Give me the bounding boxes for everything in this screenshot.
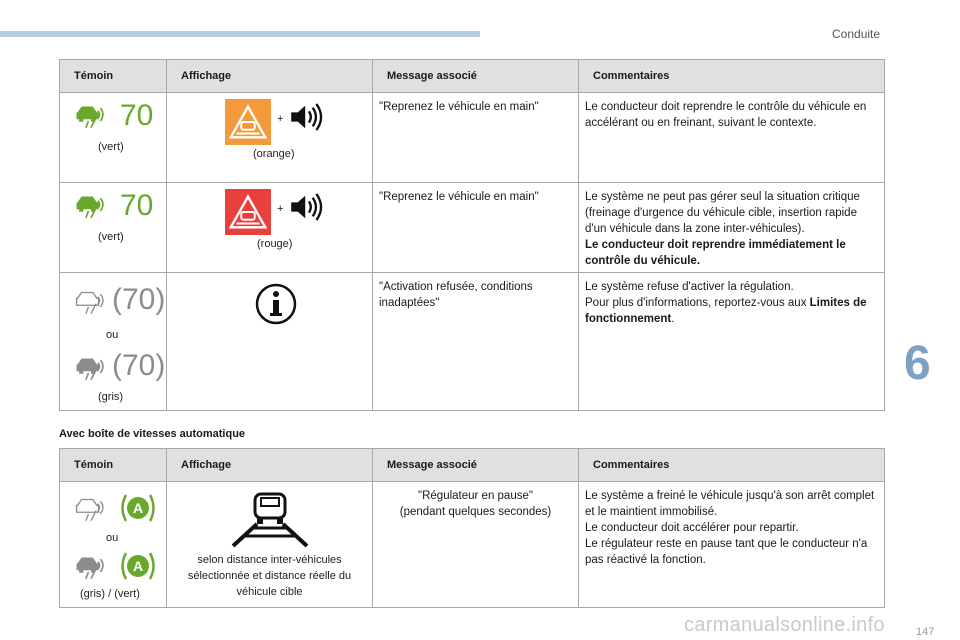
chapter-number: 6 xyxy=(904,337,931,390)
comment-cell xyxy=(579,183,885,273)
plus-sign: + xyxy=(277,113,284,125)
header-temoin: Témoin xyxy=(60,449,167,482)
automatic-gearbox-table xyxy=(59,448,885,608)
display-label: selon distance inter-véhicules sélectionnée et distance réelle du véhicule cible xyxy=(187,554,352,598)
comment-text: Le système refuse d'activer la régulation. xyxy=(585,281,794,293)
speed-value: 70 xyxy=(120,99,154,132)
subsection-title: Avec boîte de vitesses automatique xyxy=(59,428,246,440)
plus-sign: + xyxy=(277,203,284,215)
witness-cell xyxy=(60,183,167,273)
header-message: Message associé xyxy=(373,449,579,482)
witness-cell xyxy=(60,273,167,411)
witness-cell xyxy=(60,482,167,608)
color-label: (gris) / (vert) xyxy=(80,588,140,600)
message-text: "Reprenez le véhicule en main" xyxy=(379,101,539,113)
warning-panel-icon xyxy=(225,189,271,235)
auto-a-letter: A xyxy=(132,558,144,574)
comment-text: Le conducteur doit accélérer pour repartir. xyxy=(585,522,799,534)
auto-a-letter: A xyxy=(132,500,144,516)
message-cell xyxy=(373,273,579,411)
car-radar-icon xyxy=(74,101,108,129)
table-row xyxy=(60,482,885,608)
comment-text: Le système a freiné le véhicule jusqu'à son arrêt complet et le maintient immobilisé. xyxy=(585,490,875,518)
display-label: (rouge) xyxy=(257,238,293,250)
comment-reference: Pour plus d'informations, reportez-vous aux Limites de fonctionnement. xyxy=(585,297,867,325)
comment-text: Le conducteur doit reprendre le contrôle du véhicule en accélérant ou en freinant, suivant le contexte. xyxy=(585,101,867,129)
or-label: ou xyxy=(106,532,119,544)
table-header-row xyxy=(60,449,885,482)
comment-text: Le système ne peut pas gérer seul la situation critique (freinage d'urgence du véhicule cible, insertion rapide d'un véhicule dans la zone inter-véhicules). xyxy=(585,191,860,235)
display-cell xyxy=(167,183,373,273)
speed-value-gray: (70) xyxy=(112,349,166,382)
or-label: ou xyxy=(106,329,119,341)
comment-cell xyxy=(579,273,885,411)
color-label: (vert) xyxy=(98,141,124,153)
header-commentaires: Commentaires xyxy=(579,60,885,93)
color-label: (gris) xyxy=(98,391,124,403)
car-radar-icon xyxy=(74,552,108,580)
reference-link[interactable]: Limites de fonctionnement xyxy=(585,297,867,325)
car-radar-icon xyxy=(74,353,108,381)
header-message: Message associé xyxy=(373,60,579,93)
auto-a-icon xyxy=(118,550,158,582)
header-affichage: Affichage xyxy=(167,449,373,482)
table-row xyxy=(60,183,885,273)
message-subtext: (pendant quelques secondes) xyxy=(399,506,552,518)
speaker-icon xyxy=(289,103,327,131)
message-cell xyxy=(373,482,579,608)
section-title: Conduite xyxy=(832,27,881,41)
page-number: 147 xyxy=(916,626,935,638)
display-cell xyxy=(167,273,373,411)
display-cell xyxy=(167,482,373,608)
table-row xyxy=(60,273,885,411)
comment-cell xyxy=(579,482,885,608)
header-temoin: Témoin xyxy=(60,60,167,93)
message-cell xyxy=(373,183,579,273)
message-cell xyxy=(373,93,579,183)
car-radar-icon xyxy=(74,494,108,522)
top-accent-bar xyxy=(0,31,480,37)
car-distance-icon xyxy=(227,490,313,548)
header-affichage: Affichage xyxy=(167,60,373,93)
auto-a-icon xyxy=(118,492,158,524)
comment-cell xyxy=(579,93,885,183)
warning-panel-icon xyxy=(225,99,271,145)
comment-text: Le régulateur reste en pause tant que le conducteur n'a pas réactivé la fonction. xyxy=(585,538,868,566)
car-radar-icon xyxy=(74,191,108,219)
table-row xyxy=(60,93,885,183)
watermark: carmanualsonline.info xyxy=(684,614,885,636)
display-cell xyxy=(167,93,373,183)
car-radar-icon xyxy=(74,287,108,315)
info-icon xyxy=(255,283,297,325)
message-text: "Régulateur en pause" xyxy=(418,490,533,502)
display-label: (orange) xyxy=(253,148,295,160)
message-text: "Reprenez le véhicule en main" xyxy=(379,191,539,203)
status-table xyxy=(59,59,885,411)
speed-value-gray: (70) xyxy=(112,283,166,316)
witness-cell xyxy=(60,93,167,183)
message-text: "Activation refusée, conditions inadaptées" xyxy=(379,281,533,309)
header-commentaires: Commentaires xyxy=(579,449,885,482)
speaker-icon xyxy=(289,193,327,221)
speed-value: 70 xyxy=(120,189,154,222)
table-header-row xyxy=(60,60,885,93)
color-label: (vert) xyxy=(98,231,124,243)
comment-emphasis: Le conducteur doit reprendre immédiatement le contrôle du véhicule. xyxy=(585,239,846,267)
